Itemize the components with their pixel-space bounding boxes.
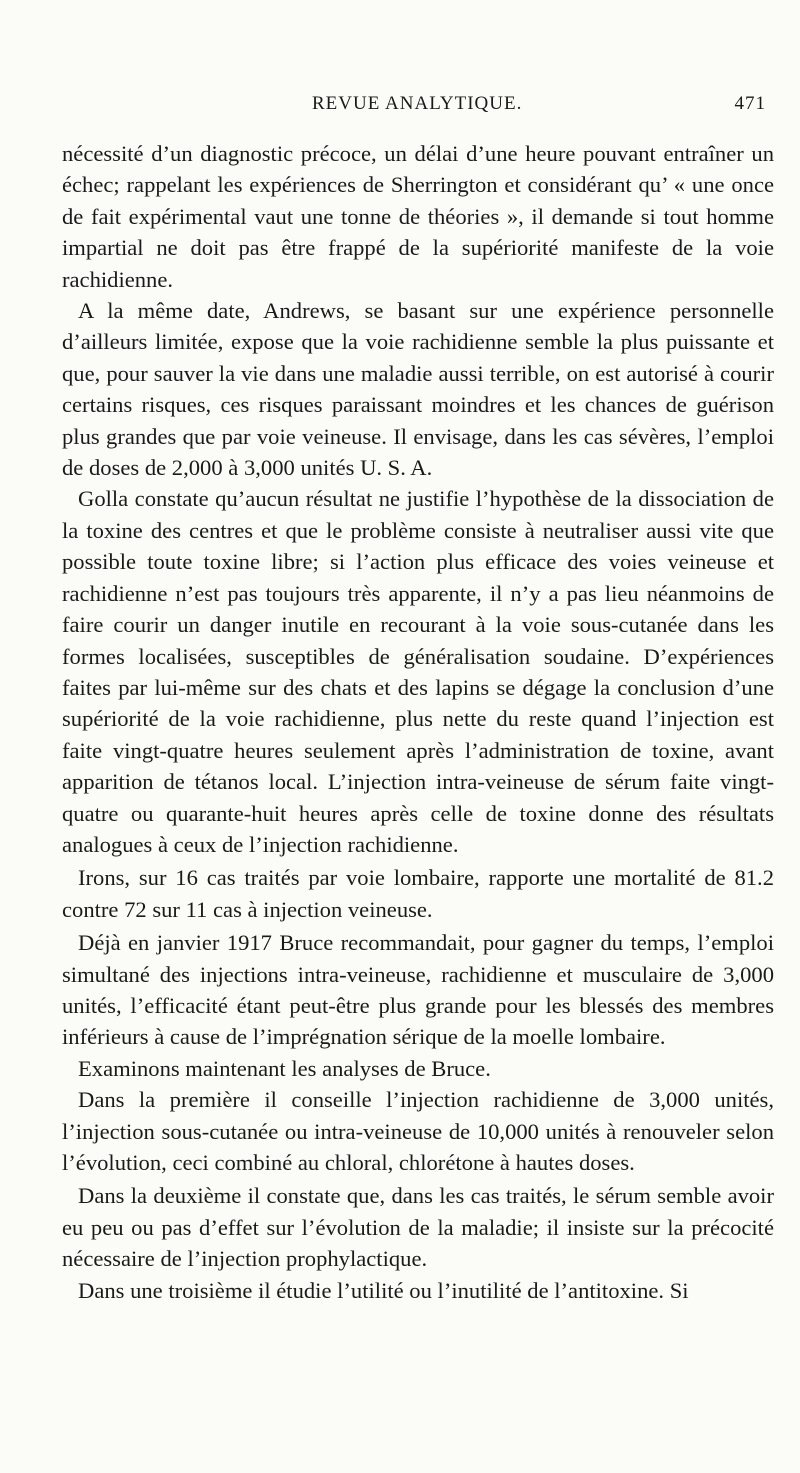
paragraph: Irons, sur 16 cas traités par voie lombaire, rapporte une mortalité de 81.2 contre 72 sur 11 cas à injection veineuse. xyxy=(62,865,774,922)
paragraph: Dans la deuxième il constate que, dans les cas traités, le sérum semble avoir eu peu ou pas d’effet sur l’évolution de la maladie; il insiste sur la précocité nécessaire de l’injection prophylactique. xyxy=(62,1183,774,1272)
paragraph: Dans une troisième il étudie l’utilité ou l’inutilité de l’antitoxine. Si xyxy=(78,1277,689,1303)
body-text xyxy=(62,138,774,1306)
paragraph: Examinons maintenant les analyses de Bruce. xyxy=(78,1055,491,1081)
paragraph: A la même date, Andrews, se basant sur une expérience personnelle d’ailleurs limitée, expose que la voie rachidienne semble la plus puissante et que, pour sauver la vie dans une maladie aussi terrible, on est autorisé à courir certains risques, ces risques paraissant moindres et les chances de guérison plus grandes que par voie veineuse. Il envisage, dans les cas sévères, l’emploi de doses de 2,000 à 3,000 unités U. S. A. xyxy=(62,298,774,481)
paragraph: Golla constate qu’aucun résultat ne justifie l’hypothèse de la dissociation de la toxine des centres et que le problème consiste à neutraliser aussi vite que possible toute toxine libre; si l’action plus efficace des voies veineuse et rachidienne n’est pas toujours très apparente, il n’y a pas lieu néanmoins de faire courir un danger inutile en recourant à la voie sous-cutanée dans les formes localisées, susceptibles de généralisation soudaine. D’expériences faites par lui-même sur des chats et des lapins se dégage la conclusion d’une supériorité de la voie rachidienne, plus nette du reste quand l’injection est faite vingt-quatre heures seulement après l’administration de toxine, avant apparition de tétanos local. L’injection intra-veineuse de sérum faite vingt-quatre ou quarante-huit heures après celle de toxine donne des résultats analogues à ceux de l’injection rachidienne. xyxy=(62,486,774,857)
page-header xyxy=(62,93,772,123)
running-title: REVUE ANALYTIQUE. xyxy=(312,93,523,114)
paragraph: Dans la première il conseille l’injection rachidienne de 3,000 unités, l’injection sous-cutanée ou intra-veineuse de 10,000 unités à renouveler selon l’évolution, ceci combiné au chloral, chlorétone à hautes doses. xyxy=(62,1087,774,1175)
paragraph: nécessité d’un diagnostic précoce, un délai d’une heure pouvant entraîner un échec; rappelant les expériences de Sherrington et considérant qu’ « une once de fait expérimental vaut une tonne de théories », il demande si tout homme impartial ne doit pas être frappé de la supériorité manifeste de la voie rachidienne. xyxy=(62,141,774,292)
page-number: 471 xyxy=(734,93,766,114)
paragraph: Déjà en janvier 1917 Bruce recommandait, pour gagner du temps, l’emploi simultané des injections intra-veineuse, rachidienne et musculaire de 3,000 unités, l’efficacité étant peut-être plus grande pour les blessés des membres inférieurs à cause de l’imprégnation sérique de la moelle lombaire. xyxy=(62,930,774,1050)
